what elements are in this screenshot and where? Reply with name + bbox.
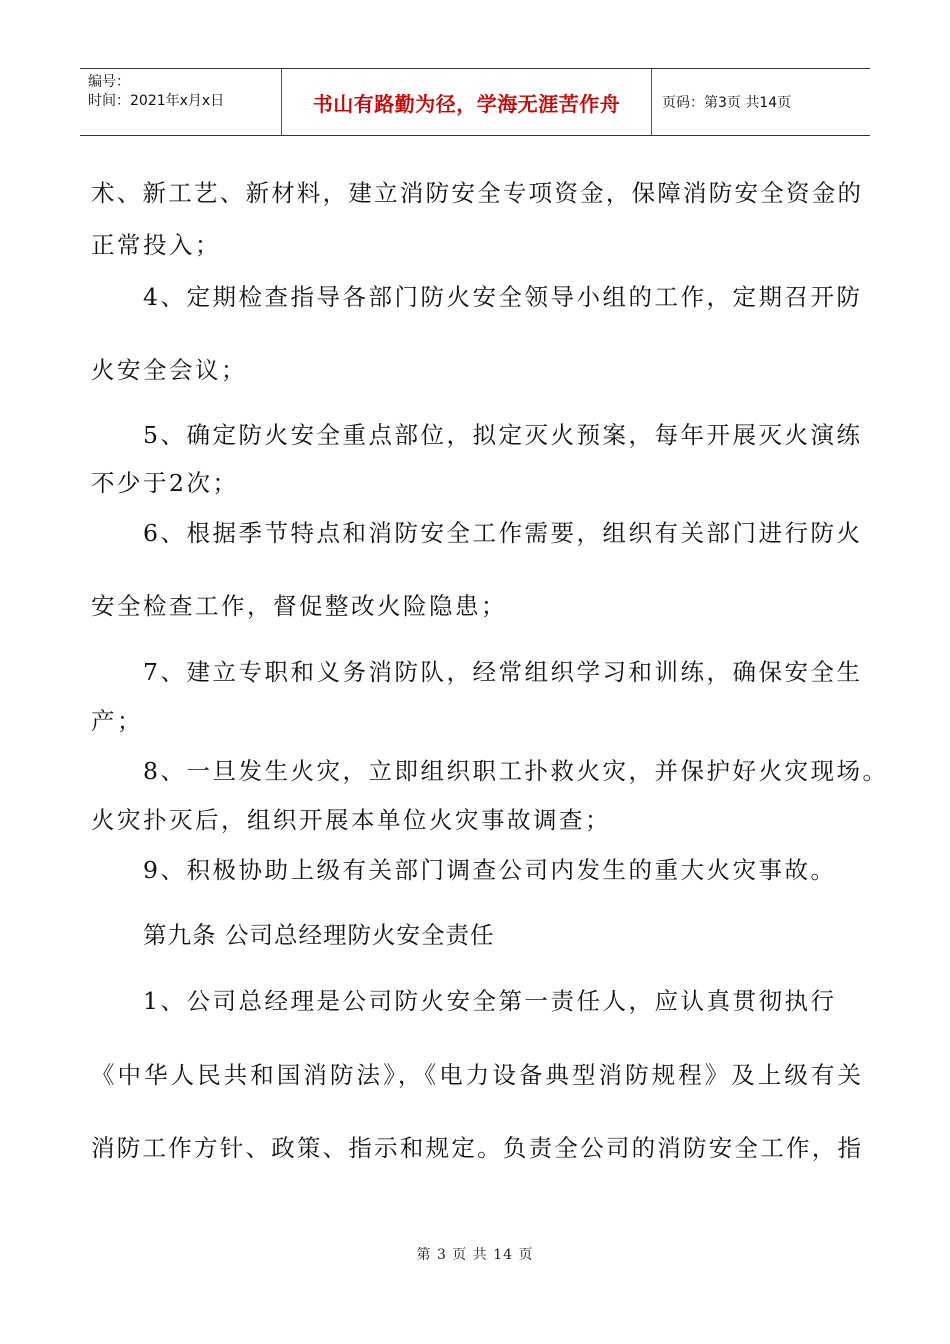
text-line: 消防工作方针、政策、指示和规定。负责全公司的消防安全工作，指 bbox=[91, 1134, 861, 1162]
text-line: 安全检查工作，督促整改火险隐患； bbox=[91, 592, 507, 620]
text-line: 火灾扑灭后，组织开展本单位火灾事故调查； bbox=[91, 806, 611, 834]
text-line: 术、新工艺、新材料，建立消防安全专项资金，保障消防安全资金的 bbox=[91, 179, 861, 207]
page-footer: 第 3 页 共 14 页 bbox=[416, 1247, 534, 1263]
text-line: 正常投入； bbox=[91, 231, 221, 259]
number-label: 编号： bbox=[88, 74, 130, 90]
header-page-code: 页码：第3页 共14页 bbox=[662, 95, 792, 111]
text-line: 4、定期检查指导各部门防火安全领导小组的工作，定期召开防 bbox=[143, 283, 863, 311]
document-header bbox=[80, 68, 870, 136]
text-line: 5、确定防火安全重点部位，拟定灭火预案，每年开展灭火演练 bbox=[143, 421, 863, 449]
header-meta bbox=[80, 69, 282, 135]
text-line: 6、根据季节特点和消防安全工作需要，组织有关部门进行防火 bbox=[143, 519, 863, 547]
text-line: 不少于2次； bbox=[91, 469, 239, 497]
text-line: 火安全会议； bbox=[91, 356, 247, 384]
text-line: 《中华人民共和国消防法》，《电力设备典型消防规程》及上级有关 bbox=[91, 1061, 861, 1089]
section-heading: 第九条 公司总经理防火安全责任 bbox=[143, 921, 495, 949]
date-label: 时间：2021年x月x日 bbox=[88, 93, 225, 109]
text-line: 9、积极协助上级有关部门调查公司内发生的重大火灾事故。 bbox=[143, 856, 837, 884]
text-line: 产； bbox=[91, 707, 143, 735]
text-line: 7、建立专职和义务消防队，经常组织学习和训练，确保安全生 bbox=[143, 658, 863, 686]
header-motto: 书山有路勤为径，学海无涯苦作舟 bbox=[282, 69, 652, 135]
text-line: 8、一旦发生火灾，立即组织职工扑救火灾，并保护好火灾现场。 bbox=[143, 757, 889, 785]
text-line: 1、公司总经理是公司防火安全第一责任人，应认真贯彻执行 bbox=[143, 987, 837, 1015]
